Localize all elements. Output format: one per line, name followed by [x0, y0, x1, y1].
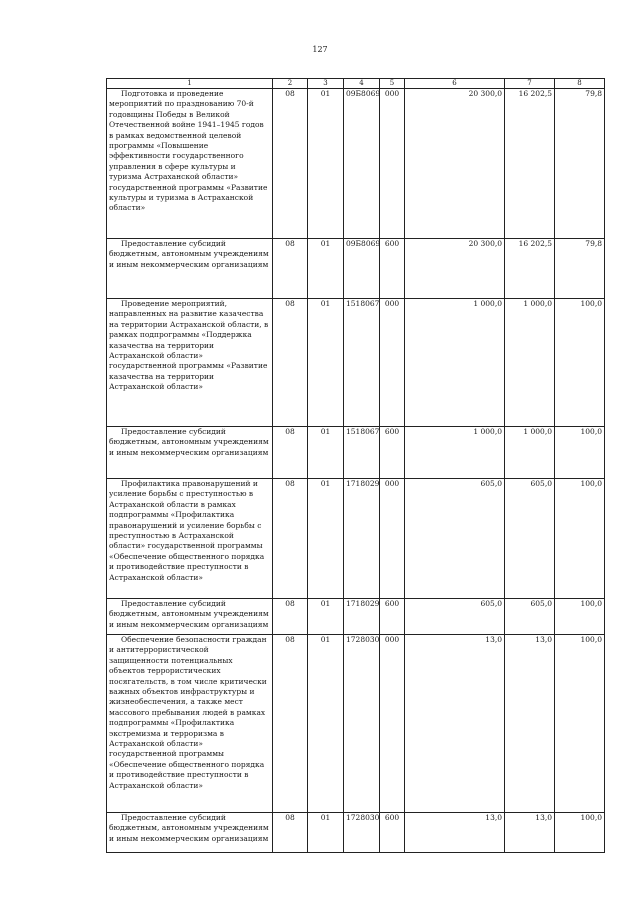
- cell-percent: 100,0: [555, 427, 605, 479]
- cell-planned: 20 300,0: [405, 89, 505, 239]
- cell-executed: 16 202,5: [505, 89, 555, 239]
- cell-planned: 605,0: [405, 599, 505, 635]
- cell-percent: 79,8: [555, 239, 605, 299]
- cell-expense-type: 600: [380, 813, 405, 853]
- cell-target-article: 1518067: [344, 427, 380, 479]
- cell-section: 08: [273, 239, 308, 299]
- cell-subsection: 01: [308, 427, 344, 479]
- cell-target-article: 1728030: [344, 813, 380, 853]
- cell-expense-type: 000: [380, 299, 405, 427]
- column-header: 7: [505, 79, 555, 89]
- row-description: Обеспечение безопасности граждан и антитеррористической защищенности потенциальных объектов террористических посягательств, в том числе критически важных объектов инфраструктуры и жизнеобеспечения, а также мест массового пребывания людей в рамках подпрограммы «Профилактика экстремизма и терроризма в Астраханской области» государственной программы «Обеспечение общественного порядка и противодействие преступности в Астраханской области»: [107, 635, 273, 813]
- column-header: 5: [380, 79, 405, 89]
- column-header: 6: [405, 79, 505, 89]
- cell-target-article: 1718029: [344, 599, 380, 635]
- cell-expense-type: 600: [380, 239, 405, 299]
- cell-subsection: 01: [308, 813, 344, 853]
- column-header: 4: [344, 79, 380, 89]
- cell-subsection: 01: [308, 299, 344, 427]
- cell-percent: 100,0: [555, 813, 605, 853]
- cell-target-article: 1718029: [344, 479, 380, 599]
- cell-subsection: 01: [308, 479, 344, 599]
- cell-percent: 100,0: [555, 635, 605, 813]
- row-description: Предоставление субсидий бюджетным, автономным учреждениям и иным некоммерческим организациям: [107, 427, 273, 479]
- cell-executed: 13,0: [505, 635, 555, 813]
- cell-subsection: 01: [308, 599, 344, 635]
- cell-planned: 13,0: [405, 813, 505, 853]
- cell-expense-type: 600: [380, 427, 405, 479]
- cell-section: 08: [273, 635, 308, 813]
- table-row: [107, 427, 605, 479]
- cell-executed: 605,0: [505, 599, 555, 635]
- table-row: [107, 635, 605, 813]
- row-description: Предоставление субсидий бюджетным, автономным учреждениям и иным некоммерческим организациям: [107, 239, 273, 299]
- table-row: [107, 239, 605, 299]
- cell-planned: 1 000,0: [405, 299, 505, 427]
- column-header: 1: [107, 79, 273, 89]
- cell-executed: 16 202,5: [505, 239, 555, 299]
- table-row: [107, 599, 605, 635]
- cell-section: 08: [273, 479, 308, 599]
- cell-expense-type: 600: [380, 599, 405, 635]
- cell-percent: 100,0: [555, 479, 605, 599]
- cell-subsection: 01: [308, 239, 344, 299]
- column-header: 3: [308, 79, 344, 89]
- cell-section: 08: [273, 599, 308, 635]
- cell-percent: 100,0: [555, 599, 605, 635]
- cell-executed: 13,0: [505, 813, 555, 853]
- cell-target-article: 1518067: [344, 299, 380, 427]
- table-row: [107, 479, 605, 599]
- budget-table: [106, 78, 605, 853]
- row-description: Предоставление субсидий бюджетным, автономным учреждениям и иным некоммерческим организациям: [107, 599, 273, 635]
- cell-expense-type: 000: [380, 89, 405, 239]
- cell-target-article: 09Б8069: [344, 89, 380, 239]
- cell-percent: 100,0: [555, 299, 605, 427]
- row-description: Подготовка и проведение мероприятий по празднованию 70-й годовщины Победы в Великой Отечественной войне 1941–1945 годов в рамках ведомственной целевой программы «Повышение эффективности государственного управления в сфере культуры и туризма Астраханской области» государственной программы «Развитие культуры и туризма в Астраханской области»: [107, 89, 273, 239]
- cell-section: 08: [273, 89, 308, 239]
- cell-percent: 79,8: [555, 89, 605, 239]
- cell-executed: 1 000,0: [505, 299, 555, 427]
- column-header: 8: [555, 79, 605, 89]
- cell-section: 08: [273, 299, 308, 427]
- cell-planned: 13,0: [405, 635, 505, 813]
- cell-planned: 20 300,0: [405, 239, 505, 299]
- row-description: Предоставление субсидий бюджетным, автономным учреждениям и иным некоммерческим организациям: [107, 813, 273, 853]
- cell-target-article: 09Б8069: [344, 239, 380, 299]
- page-number: 127: [312, 45, 328, 54]
- cell-executed: 605,0: [505, 479, 555, 599]
- table-row: [107, 89, 605, 239]
- table-row: [107, 299, 605, 427]
- table-header-row: [107, 79, 605, 89]
- cell-planned: 605,0: [405, 479, 505, 599]
- cell-expense-type: 000: [380, 635, 405, 813]
- row-description: Проведение мероприятий, направленных на развитие казачества на территории Астраханской области, в рамках подпрограммы «Поддержка казачества на территории Астраханской области» государственной программы «Развитие казачества на территории Астраханской области»: [107, 299, 273, 427]
- cell-planned: 1 000,0: [405, 427, 505, 479]
- cell-target-article: 1728030: [344, 635, 380, 813]
- cell-executed: 1 000,0: [505, 427, 555, 479]
- column-header: 2: [273, 79, 308, 89]
- cell-section: 08: [273, 813, 308, 853]
- table-row: [107, 813, 605, 853]
- row-description: Профилактика правонарушений и усиление борьбы с преступностью в Астраханской области в рамках подпрограммы «Профилактика правонарушений и усиление борьбы с преступностью в Астраханской области» государственной программы «Обеспечение общественного порядка и противодействие преступности в Астраханской области»: [107, 479, 273, 599]
- cell-subsection: 01: [308, 635, 344, 813]
- cell-expense-type: 000: [380, 479, 405, 599]
- cell-section: 08: [273, 427, 308, 479]
- cell-subsection: 01: [308, 89, 344, 239]
